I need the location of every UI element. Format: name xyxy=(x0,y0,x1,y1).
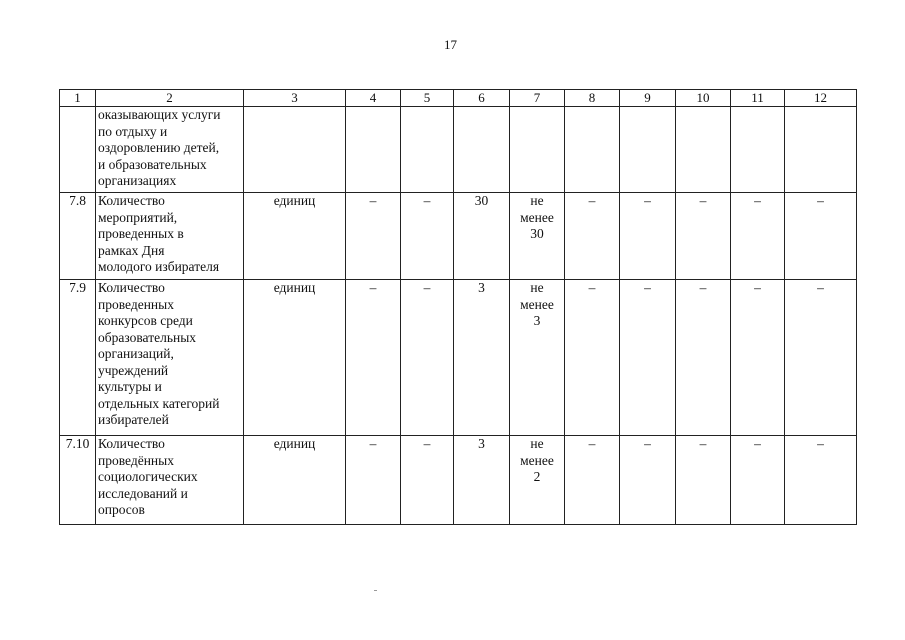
row-number: 7.8 xyxy=(60,193,96,280)
header-cell: 7 xyxy=(510,90,565,107)
value-cell xyxy=(454,107,510,193)
indicator-name: оказывающих услуги по отдыху и оздоровлению детей, и образовательных организациях xyxy=(96,107,244,193)
indicator-name: Количество мероприятий, проведенных в рамках Дня молодого избирателя xyxy=(96,193,244,280)
header-cell: 6 xyxy=(454,90,510,107)
unit-cell: единиц xyxy=(244,280,346,436)
table-row xyxy=(60,280,857,436)
value-cell: – xyxy=(676,193,731,280)
header-cell: 11 xyxy=(731,90,785,107)
value-cell: 30 xyxy=(454,193,510,280)
table-header-row xyxy=(60,90,857,107)
value-cell xyxy=(676,107,731,193)
table-row xyxy=(60,107,857,193)
value-cell: – xyxy=(565,436,620,525)
target-cell xyxy=(510,107,565,193)
header-cell: 2 xyxy=(96,90,244,107)
unit-cell: единиц xyxy=(244,193,346,280)
header-cell: 12 xyxy=(785,90,857,107)
header-cell: 3 xyxy=(244,90,346,107)
header-cell: 8 xyxy=(565,90,620,107)
table-row xyxy=(60,193,857,280)
unit-cell xyxy=(244,107,346,193)
value-cell: – xyxy=(785,193,857,280)
row-number: 7.10 xyxy=(60,436,96,525)
value-cell: – xyxy=(676,280,731,436)
value-cell: – xyxy=(731,436,785,525)
indicator-name: Количество проведенных конкурсов среди образовательных организаций, учреждений культуры и отдельных категорий избирателей xyxy=(96,280,244,436)
target-cell: не менее 3 xyxy=(510,280,565,436)
header-cell: 9 xyxy=(620,90,676,107)
value-cell: – xyxy=(731,193,785,280)
value-cell xyxy=(785,107,857,193)
value-cell: – xyxy=(620,280,676,436)
value-cell: – xyxy=(620,193,676,280)
scan-speck xyxy=(374,590,377,591)
value-cell: 3 xyxy=(454,280,510,436)
value-cell xyxy=(565,107,620,193)
value-cell: – xyxy=(565,280,620,436)
value-cell: – xyxy=(401,193,454,280)
value-cell xyxy=(620,107,676,193)
indicator-name: Количество проведённых социологических исследований и опросов xyxy=(96,436,244,525)
target-cell: не менее 2 xyxy=(510,436,565,525)
value-cell: – xyxy=(620,436,676,525)
value-cell: – xyxy=(346,280,401,436)
header-cell: 10 xyxy=(676,90,731,107)
value-cell xyxy=(401,107,454,193)
header-cell: 5 xyxy=(401,90,454,107)
target-cell: не менее 30 xyxy=(510,193,565,280)
value-cell: – xyxy=(346,436,401,525)
row-number xyxy=(60,107,96,193)
value-cell: – xyxy=(676,436,731,525)
value-cell: – xyxy=(731,280,785,436)
value-cell: – xyxy=(785,436,857,525)
value-cell: – xyxy=(401,436,454,525)
unit-cell: единиц xyxy=(244,436,346,525)
value-cell: 3 xyxy=(454,436,510,525)
table-row xyxy=(60,436,857,525)
page-number: 17 xyxy=(444,37,457,52)
indicators-table xyxy=(59,89,857,525)
value-cell xyxy=(731,107,785,193)
value-cell: – xyxy=(401,280,454,436)
header-cell: 1 xyxy=(60,90,96,107)
header-cell: 4 xyxy=(346,90,401,107)
value-cell: – xyxy=(785,280,857,436)
value-cell xyxy=(346,107,401,193)
row-number: 7.9 xyxy=(60,280,96,436)
value-cell: – xyxy=(346,193,401,280)
value-cell: – xyxy=(565,193,620,280)
